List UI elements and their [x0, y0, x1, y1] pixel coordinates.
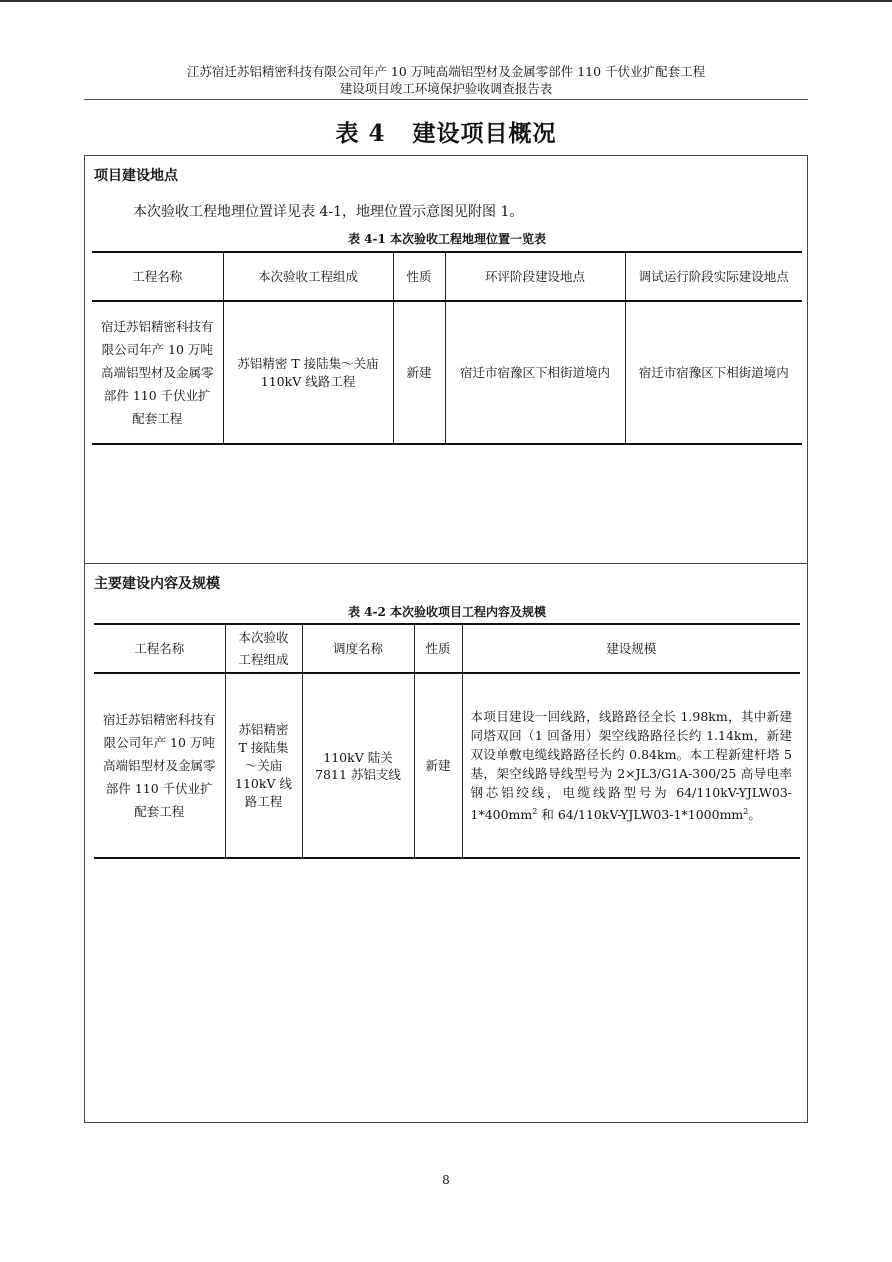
col-header-scale: 建设规模 [462, 624, 800, 673]
col-header-nature: 性质 [414, 624, 462, 673]
scale-text-and: 和 64/110kV-YJLW03-1*1000mm [537, 807, 744, 823]
section-heading-location: 项目建设地点 [94, 168, 178, 184]
table-4-1-caption: 表 4-1 本次验收工程地理位置一览表 [347, 232, 547, 246]
cell-dispatch-name: 110kV 陆关 7811 苏铝支线 [302, 673, 414, 858]
page-number: 8 [442, 1173, 450, 1187]
cell-project-name: 宿迁苏铝精密科技有限公司年产 10 万吨高端铝型材及金属零部件 110 千伏业扩配套工程 [94, 673, 225, 858]
section-divider [85, 563, 807, 564]
cell-composition: 苏铝精密 T 接陆集～关庙 110kV 线路工程 [225, 673, 302, 858]
page-title: 表 4 建设项目概况 [335, 120, 557, 147]
cell-actual-location: 宿迁市宿豫区下相街道境内 [625, 301, 802, 444]
table-header-row [92, 252, 802, 301]
document-header [84, 63, 808, 97]
col-header-actual-location: 调试运行阶段实际建设地点 [625, 252, 802, 301]
col-header-nature: 性质 [393, 252, 445, 301]
table-4-2 [94, 623, 800, 859]
location-paragraph: 本次验收工程地理位置详见表 4-1，地理位置示意图见附图 1。 [133, 204, 524, 220]
section-heading-scale: 主要建设内容及规模 [94, 576, 220, 592]
cell-scale [462, 673, 800, 858]
header-rule [84, 99, 808, 100]
page-top-border [0, 0, 892, 2]
content-frame [84, 155, 808, 1123]
col-header-composition: 本次验收工程组成 [223, 252, 393, 301]
col-header-project-name: 工程名称 [92, 252, 223, 301]
table-row [92, 301, 802, 444]
col-header-eia-location: 环评阶段建设地点 [445, 252, 625, 301]
cell-composition: 苏铝精密 T 接陆集～关庙 110kV 线路工程 [223, 301, 393, 444]
scale-text-main: 本项目建设一回线路，线路路径全长 1.98km，其中新建同塔双回（1 回备用）架空线路路径长约 1.14km，新建双设单敷电缆线路路径长约 0.84km。本工程新建杆塔 5 基，架空线路导线型号为 2×JL3/G1A-300/25 高导电率钢芯铝绞线，电缆线路型号为 64/110kV-YJLW03-1*400mm [470, 708, 792, 823]
cell-nature: 新建 [393, 301, 445, 444]
table-header-row [94, 624, 800, 673]
scale-superscript-2: 2 [743, 806, 749, 816]
header-line-1: 江苏宿迁苏铝精密科技有限公司年产 10 万吨高端铝型材及金属零部件 110 千伏业扩配套工程 [186, 64, 706, 79]
col-header-project-name: 工程名称 [94, 624, 225, 673]
scale-text-end: 。 [748, 807, 761, 823]
cell-nature: 新建 [414, 673, 462, 858]
scale-superscript-1: 2 [532, 806, 538, 816]
col-header-dispatch-name: 调度名称 [302, 624, 414, 673]
header-line-2: 建设项目竣工环境保护验收调查报告表 [339, 81, 553, 96]
cell-project-name: 宿迁苏铝精密科技有限公司年产 10 万吨高端铝型材及金属零部件 110 千伏业扩配套工程 [92, 301, 223, 444]
col-header-composition: 本次验收工程组成 [225, 624, 302, 673]
table-4-2-caption: 表 4-2 本次验收项目工程内容及规模 [347, 605, 547, 619]
table-4-1 [92, 251, 802, 445]
cell-eia-location: 宿迁市宿豫区下相街道境内 [445, 301, 625, 444]
table-row [94, 673, 800, 858]
